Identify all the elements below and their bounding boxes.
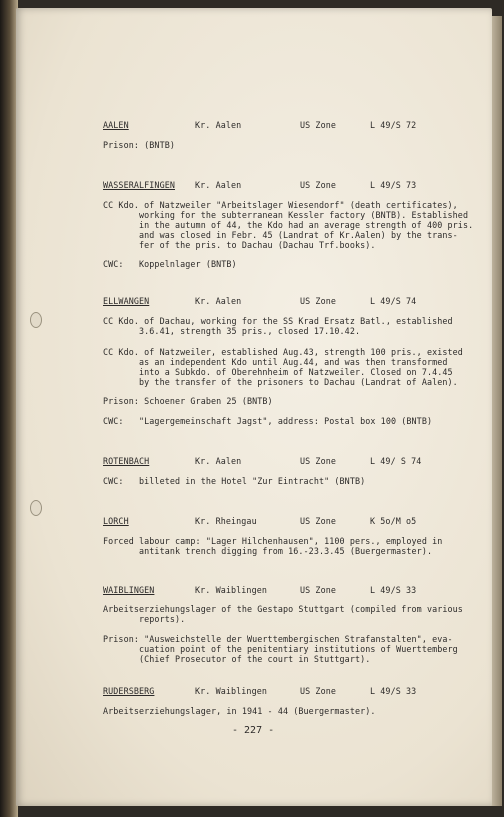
entry-line: as an independent Kdo until Aug.44, and was then transformed	[103, 357, 448, 367]
entry-district: Kr. Aalen	[195, 120, 242, 130]
entry-place: RUDERSBERG	[103, 686, 155, 696]
entry-line: fer of the pris. to Dachau (Dachau Trf.books).	[103, 240, 376, 250]
entry-reference: L 49/ S 74	[370, 456, 422, 466]
entry-place: WAIBLINGEN	[103, 585, 155, 595]
punch-hole	[30, 312, 42, 328]
punch-hole	[30, 500, 42, 516]
entry-district: Kr. Aalen	[195, 180, 242, 190]
entry-place: WASSERALFINGEN	[103, 180, 175, 190]
entry-line: 3.6.41, strength 35 pris., closed 17.10.42.	[103, 326, 361, 336]
page-number: - 227 -	[232, 725, 275, 736]
entry-district: Kr. Waiblingen	[195, 585, 267, 595]
entry-zone: US Zone	[300, 585, 336, 595]
entry-zone: US Zone	[300, 456, 336, 466]
entry-line: Arbeitserziehungslager of the Gestapo Stuttgart (compiled from various	[103, 604, 463, 614]
entry-reference: L 49/S 72	[370, 120, 417, 130]
entry-district: Kr. Rheingau	[195, 516, 257, 526]
entry-reference: L 49/S 33	[370, 585, 417, 595]
entry-line: Forced labour camp: "Lager Hilchenhausen", 1100 pers., employed in	[103, 536, 443, 546]
entry-line: Arbeitserziehungslager, in 1941 - 44 (Buergermaster).	[103, 706, 376, 716]
entry-district: Kr. Aalen	[195, 296, 242, 306]
entry-line: (Chief Prosecutor of the court in Stuttgart).	[103, 654, 371, 664]
entry-district: Kr. Aalen	[195, 456, 242, 466]
entry-line: antitank trench digging from 16.-23.3.45 (Buergermaster).	[103, 546, 433, 556]
entry-zone: US Zone	[300, 180, 336, 190]
entry-line: cuation point of the penitentiary institutions of Wuerttemberg	[103, 644, 458, 654]
entry-line: CC Kdo. of Natzweiler, established Aug.43, strength 100 pris., existed	[103, 347, 463, 357]
entry-place: AALEN	[103, 120, 129, 130]
entry-line: CWC: Koppelnlager (BNTB)	[103, 259, 237, 269]
entry-line: by the transfer of the prisoners to Dachau (Landrat of Aalen).	[103, 377, 458, 387]
entry-zone: US Zone	[300, 120, 336, 130]
entry-line: CC Kdo. of Dachau, working for the SS Krad Ersatz Batl., established	[103, 316, 453, 326]
entry-zone: US Zone	[300, 686, 336, 696]
entry-zone: US Zone	[300, 516, 336, 526]
entry-line: reports).	[103, 614, 186, 624]
entry-zone: US Zone	[300, 296, 336, 306]
entry-reference: L 49/S 33	[370, 686, 417, 696]
entry-place: ROTENBACH	[103, 456, 150, 466]
entry-place: LORCH	[103, 516, 129, 526]
entry-line: CC Kdo. of Natzweiler "Arbeitslager Wiesendorf" (death certificates),	[103, 200, 458, 210]
entry-line: Prison: Schoener Graben 25 (BNTB)	[103, 396, 273, 406]
entry-district: Kr. Waiblingen	[195, 686, 267, 696]
entry-line: into a Subkdo. of Oberehnheim of Natzweiler. Closed on 7.4.45	[103, 367, 453, 377]
entry-place: ELLWANGEN	[103, 296, 150, 306]
entry-line: CWC: billeted in the Hotel "Zur Eintracht" (BNTB)	[103, 476, 366, 486]
entry-line: Prison: (BNTB)	[103, 140, 175, 150]
entry-line: in the autumn of 44, the Kdo had an average strength of 400 pris.	[103, 220, 474, 230]
entry-reference: K 5o/M o5	[370, 516, 417, 526]
entry-line: and was closed in Febr. 45 (Landrat of Kr.Aalen) by the trans-	[103, 230, 458, 240]
entry-line: working for the subterranean Kessler factory (BNTB). Established	[103, 210, 469, 220]
entry-reference: L 49/S 73	[370, 180, 417, 190]
entry-reference: L 49/S 74	[370, 296, 417, 306]
entry-line: Prison: "Ausweichstelle der Wuerttembergischen Strafanstalten", eva-	[103, 634, 453, 644]
entry-line: CWC: "Lagergemeinschaft Jagst", address: Postal box 100 (BNTB)	[103, 416, 433, 426]
